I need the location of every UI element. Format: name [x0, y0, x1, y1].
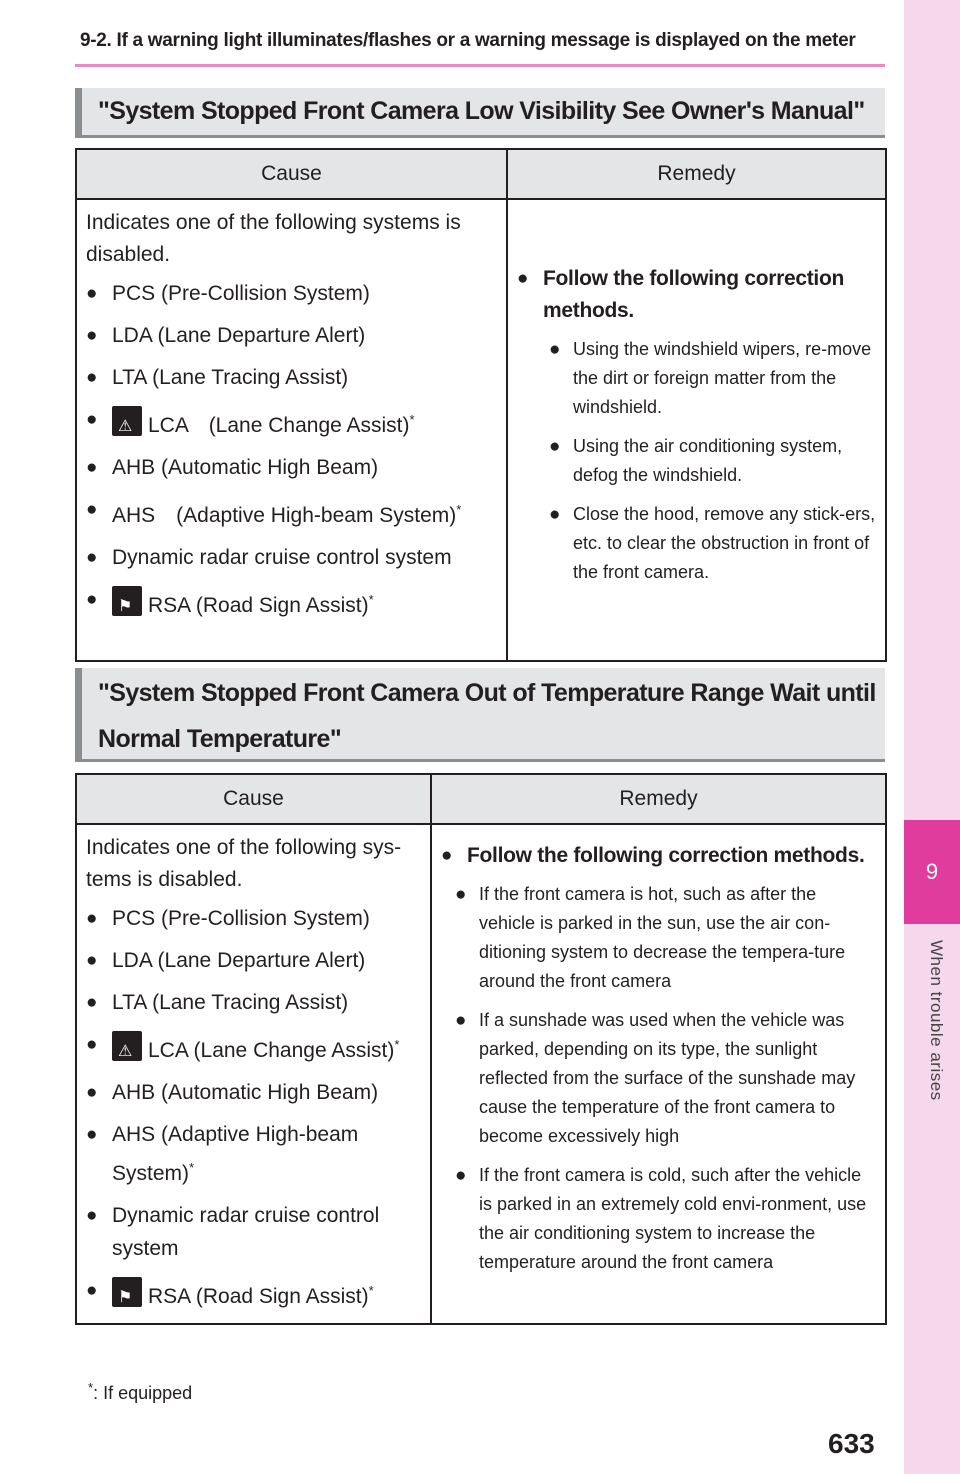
cause-list-item	[86, 277, 497, 310]
page-number: 633	[828, 1428, 875, 1459]
section2-remedy-header: Remedy	[431, 774, 886, 824]
section1-remedy-list	[509, 335, 884, 587]
cause-list-item	[86, 1118, 421, 1190]
bullet-icon: ●	[549, 339, 561, 360]
remedy-item-text: Using the air conditioning system, defog the windshield.	[573, 436, 843, 485]
section2-cause-list	[78, 902, 429, 1313]
section1-remedy-cell	[507, 199, 886, 661]
cause-list-item	[86, 493, 497, 532]
section2-remedy-main	[441, 840, 876, 872]
section2-table	[75, 773, 887, 1325]
section2-intro: Indicates one of the following sys-tems is disabled.	[86, 836, 402, 891]
remedy-list-item	[549, 432, 876, 490]
header-divider	[75, 64, 885, 67]
remedy-item-text: Using the windshield wipers, re-move the dirt or foreign matter from the windshield.	[573, 339, 872, 417]
remedy-item-text: If the front camera is hot, such as after the vehicle is parked in the sun, use the air con-ditioning system to decrease the tempera-ture around the front camera	[479, 884, 846, 991]
cause-item-text: RSA (Road Sign Assist)	[148, 594, 369, 617]
cause-item-text: LTA (Lane Tracing Assist)	[112, 366, 349, 389]
lca-icon: ⚠	[112, 1031, 142, 1061]
chapter-label: When trouble arises	[927, 940, 946, 1101]
footnote-marker: *	[368, 1283, 374, 1298]
section1-intro: Indicates one of the following systems is disabled.	[86, 211, 461, 266]
bullet-icon: ●	[86, 547, 98, 568]
cause-list-item	[86, 403, 497, 442]
rsa-icon: ⚑	[112, 1277, 142, 1307]
bullet-icon: ●	[86, 1124, 98, 1145]
cause-list-item	[86, 1028, 421, 1067]
section1-cause-header: Cause	[76, 149, 507, 199]
cause-list-item	[86, 583, 497, 622]
bullet-icon: ●	[86, 1280, 98, 1301]
section1-table	[75, 148, 887, 662]
footnote-marker: *	[189, 1160, 195, 1175]
bullet-icon: ●	[86, 589, 98, 610]
cause-item-text: AHB (Automatic High Beam)	[112, 1081, 379, 1104]
cause-list-item	[86, 541, 497, 574]
cause-item-text: PCS (Pre-Collision System)	[112, 907, 370, 930]
section2-cause-cell	[76, 824, 431, 1324]
footnote-marker: *	[394, 1037, 400, 1052]
cause-item-text: Dynamic radar cruise control system	[112, 1204, 380, 1260]
cause-item-text: LTA (Lane Tracing Assist)	[112, 991, 349, 1014]
bullet-icon: ●	[549, 504, 561, 525]
cause-item-text: PCS (Pre-Collision System)	[112, 282, 370, 305]
cause-item-text: Dynamic radar cruise control system	[112, 546, 452, 569]
section2-remedy-list	[433, 880, 884, 1277]
cause-list-item	[86, 902, 421, 935]
cause-item-text: AHS (Adaptive High-beam System)	[112, 1123, 359, 1185]
page-header: 9-2. If a warning light illuminates/flashes or a warning message is displayed on the meter	[80, 30, 856, 51]
cause-item-text: AHB (Automatic High Beam)	[112, 456, 379, 479]
bullet-icon: ●	[86, 283, 98, 304]
cause-item-text: RSA (Road Sign Assist)	[148, 1285, 369, 1308]
footnote-mark: *	[88, 1380, 94, 1395]
remedy-item-text: If the front camera is cold, such after the vehicle is parked in an extremely cold envi-ronment, use the air conditioning system to increase the temperature around the front camera	[479, 1165, 867, 1272]
cause-list-item	[86, 1076, 421, 1109]
bullet-icon: ●	[86, 992, 98, 1013]
section1-title: "System Stopped Front Camera Low Visibility See Owner's Manual"	[75, 88, 885, 138]
cause-item-text: LDA (Lane Departure Alert)	[112, 324, 366, 347]
remedy-item-text: Close the hood, remove any stick-ers, etc. to clear the obstruction in front of the front camera.	[573, 504, 876, 582]
remedy-list-item	[549, 500, 876, 587]
remedy-list-item	[549, 335, 876, 422]
bullet-icon: ●	[86, 908, 98, 929]
footnote-marker: *	[368, 592, 374, 607]
bullet-icon: ●	[455, 1010, 467, 1031]
bullet-icon: ●	[86, 367, 98, 388]
section2-title: "System Stopped Front Camera Out of Temperature Range Wait until Normal Temperature"	[75, 668, 885, 762]
section1-cause-list	[78, 277, 505, 622]
cause-list-item	[86, 319, 497, 352]
cause-list-item	[86, 1199, 421, 1265]
bullet-icon: ●	[517, 268, 529, 289]
cause-item-text: AHS (Adaptive High-beam System)	[112, 504, 457, 527]
chapter-sidebar	[904, 0, 960, 1474]
chapter-number-tab[interactable]: 9	[904, 820, 960, 924]
bullet-icon: ●	[86, 457, 98, 478]
bullet-icon: ●	[455, 1165, 467, 1186]
bullet-icon: ●	[441, 845, 453, 866]
section1-remedy-main	[517, 263, 876, 327]
bullet-icon: ●	[86, 1205, 98, 1226]
cause-item-text: LCA (Lane Change Assist)	[148, 1039, 395, 1062]
remedy-item-text: If a sunshade was used when the vehicle was parked, depending on its type, the sunlight reflected from the surface of the sunshade may cause the temperature of the front camera to become excessively high	[479, 1010, 856, 1146]
remedy-list-item	[455, 880, 876, 996]
section2-cause-header: Cause	[76, 774, 431, 824]
remedy-list-item	[455, 1161, 876, 1277]
section1-remedy-header: Remedy	[507, 149, 886, 199]
cause-item-text: LDA (Lane Departure Alert)	[112, 949, 366, 972]
lca-icon: ⚠	[112, 406, 142, 436]
footnote-marker: *	[409, 412, 415, 427]
bullet-icon: ●	[549, 436, 561, 457]
cause-item-text: LCA (Lane Change Assist)	[148, 414, 410, 437]
rsa-icon: ⚑	[112, 586, 142, 616]
bullet-icon: ●	[86, 499, 98, 520]
cause-list-item	[86, 944, 421, 977]
footnote-text: : If equipped	[93, 1383, 193, 1403]
cause-list-item	[86, 986, 421, 1019]
bullet-icon: ●	[86, 325, 98, 346]
bullet-icon: ●	[86, 1082, 98, 1103]
cause-list-item	[86, 361, 497, 394]
cause-list-item	[86, 1274, 421, 1313]
section2-remedy-cell	[431, 824, 886, 1324]
bullet-icon: ●	[455, 884, 467, 905]
section1-remedy-main-text: Follow the following correction methods.	[543, 267, 845, 322]
cause-list-item	[86, 451, 497, 484]
bullet-icon: ●	[86, 950, 98, 971]
footnote-marker: *	[456, 502, 462, 517]
remedy-list-item	[455, 1006, 876, 1151]
section2-remedy-main-text: Follow the following correction methods.	[467, 844, 865, 867]
section1-cause-cell	[76, 199, 507, 661]
bullet-icon: ●	[86, 1034, 98, 1055]
footnote	[88, 1380, 192, 1404]
bullet-icon: ●	[86, 409, 98, 430]
